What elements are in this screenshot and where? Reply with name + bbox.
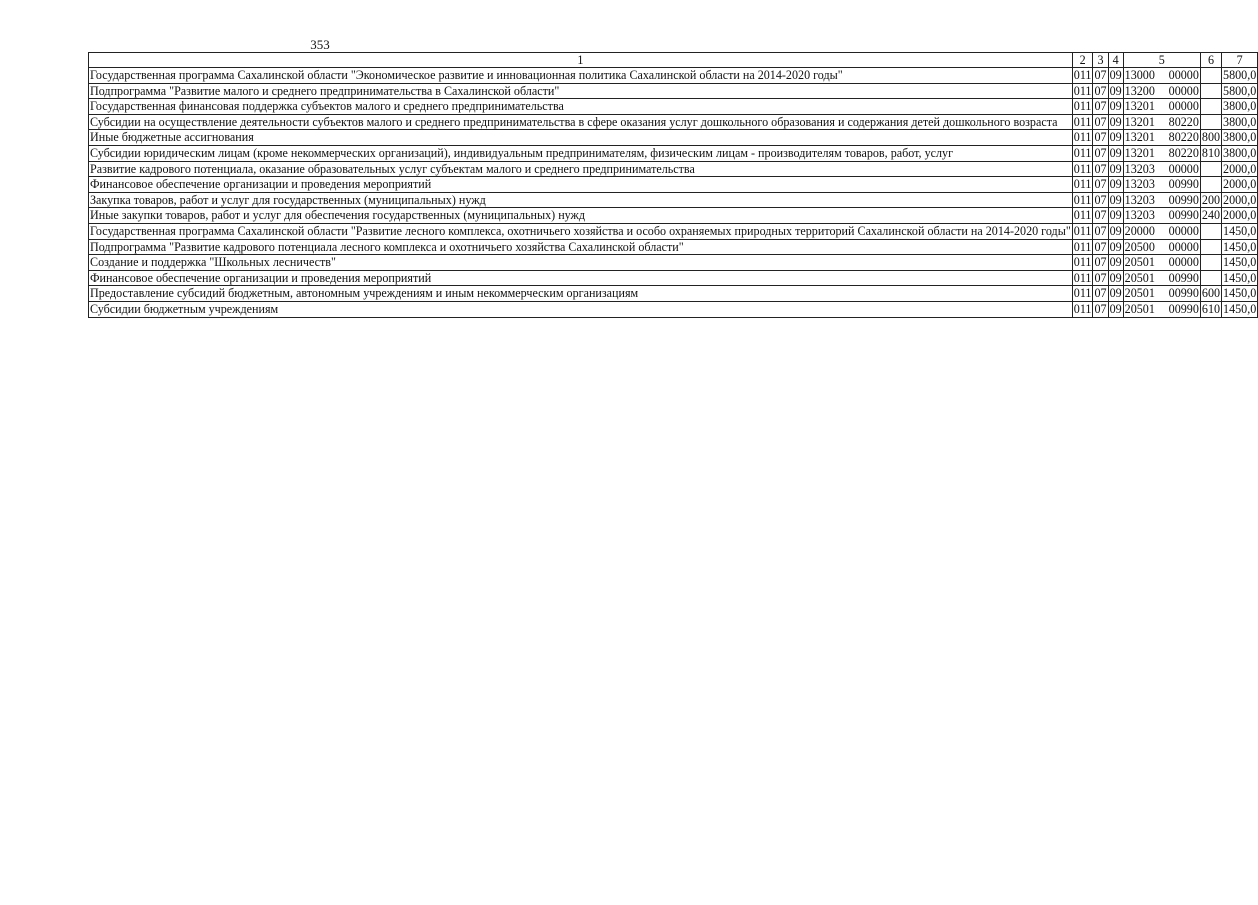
header-col-7: 7 bbox=[1222, 53, 1258, 68]
row-target-article bbox=[1123, 255, 1200, 271]
table-row bbox=[89, 114, 1258, 130]
row-subsection: 09 bbox=[1109, 239, 1122, 254]
row-name: Создание и поддержка "Школьных лесничеств" bbox=[89, 255, 1073, 271]
row-expense-type: 200 bbox=[1201, 192, 1221, 207]
row-target-article bbox=[1123, 208, 1200, 224]
target-article-program: 13200 bbox=[1124, 83, 1155, 98]
table-row bbox=[89, 130, 1258, 146]
row-expense-type bbox=[1200, 177, 1221, 193]
row-expense-type: 810 bbox=[1201, 145, 1221, 160]
target-article-direction: 00990 bbox=[1168, 301, 1199, 316]
row-name: Иные бюджетные ассигнования bbox=[89, 130, 1073, 146]
row-amount: 2000,0 bbox=[1223, 177, 1257, 192]
target-article-program: 13201 bbox=[1124, 99, 1155, 114]
row-subsection: 09 bbox=[1109, 223, 1122, 238]
row-expense-type bbox=[1200, 68, 1221, 84]
row-ministry-code: 011 bbox=[1073, 270, 1092, 285]
target-article-program: 20501 bbox=[1124, 301, 1155, 316]
row-subsection: 09 bbox=[1109, 270, 1122, 285]
target-article-program: 13203 bbox=[1124, 161, 1155, 176]
row-target-article bbox=[1123, 68, 1200, 84]
row-subsection: 09 bbox=[1109, 301, 1122, 316]
page-number: 353 bbox=[310, 37, 330, 52]
row-subsection: 09 bbox=[1109, 255, 1122, 270]
table-row bbox=[89, 208, 1258, 224]
row-target-article bbox=[1123, 130, 1200, 146]
target-article-program: 13203 bbox=[1124, 208, 1155, 223]
row-amount: 1450,0 bbox=[1223, 223, 1257, 238]
row-section: 07 bbox=[1094, 301, 1107, 316]
row-target-article bbox=[1123, 239, 1200, 255]
row-amount: 2000,0 bbox=[1223, 208, 1257, 223]
target-article-direction: 80220 bbox=[1168, 114, 1199, 129]
target-article-program: 20501 bbox=[1124, 270, 1155, 285]
row-section: 07 bbox=[1094, 239, 1107, 254]
row-name: Развитие кадрового потенциала, оказание образовательных услуг субъектам малого и среднего предпринимательства bbox=[89, 161, 1073, 177]
table-row bbox=[89, 192, 1258, 208]
row-expense-type bbox=[1200, 255, 1221, 271]
row-target-article bbox=[1123, 161, 1200, 177]
row-ministry-code: 011 bbox=[1073, 301, 1092, 316]
row-subsection: 09 bbox=[1109, 208, 1122, 223]
row-subsection: 09 bbox=[1109, 177, 1122, 192]
target-article-direction: 00000 bbox=[1168, 223, 1199, 238]
row-target-article bbox=[1123, 177, 1200, 193]
row-name: Подпрограмма "Развитие малого и среднего предпринимательства в Сахалинской области" bbox=[89, 83, 1073, 99]
row-amount: 5800,0 bbox=[1223, 83, 1257, 98]
row-section: 07 bbox=[1094, 161, 1107, 176]
row-expense-type bbox=[1200, 223, 1221, 239]
target-article-direction: 00990 bbox=[1168, 177, 1199, 192]
row-expense-type bbox=[1200, 99, 1221, 115]
target-article-program: 13203 bbox=[1124, 177, 1155, 192]
row-name: Субсидии на осуществление деятельности субъектов малого и среднего предпринимательства в сфере оказания услуг дошкольного образования и содержания детей дошкольного возраста bbox=[89, 114, 1073, 130]
row-expense-type: 800 bbox=[1201, 130, 1221, 145]
row-subsection: 09 bbox=[1109, 130, 1122, 145]
row-amount: 1450,0 bbox=[1223, 270, 1257, 285]
table-row bbox=[89, 255, 1258, 271]
table-header bbox=[89, 53, 1258, 68]
target-article-program: 13203 bbox=[1124, 192, 1155, 207]
row-ministry-code: 011 bbox=[1073, 68, 1092, 82]
row-expense-type: 240 bbox=[1201, 208, 1221, 223]
header-col-6: 6 bbox=[1200, 53, 1221, 68]
table-row bbox=[89, 68, 1258, 84]
target-article-program: 20501 bbox=[1124, 286, 1155, 301]
row-ministry-code: 011 bbox=[1073, 83, 1092, 98]
row-name: Государственная финансовая поддержка субъектов малого и среднего предпринимательства bbox=[89, 99, 1073, 115]
header-col-1: 1 bbox=[89, 53, 1073, 68]
target-article-direction: 80220 bbox=[1168, 130, 1199, 145]
row-expense-type bbox=[1200, 83, 1221, 99]
row-subsection: 09 bbox=[1109, 145, 1122, 160]
target-article-direction: 00000 bbox=[1168, 255, 1199, 270]
row-section: 07 bbox=[1094, 99, 1107, 114]
row-name: Финансовое обеспечение организации и проведения мероприятий bbox=[89, 270, 1073, 286]
row-ministry-code: 011 bbox=[1073, 208, 1092, 223]
target-article-program: 13201 bbox=[1124, 114, 1155, 129]
row-target-article bbox=[1123, 192, 1200, 208]
row-expense-type bbox=[1200, 239, 1221, 255]
table-row bbox=[89, 286, 1258, 302]
target-article-direction: 80220 bbox=[1168, 145, 1199, 160]
target-article-program: 13201 bbox=[1124, 145, 1155, 160]
row-target-article bbox=[1123, 270, 1200, 286]
row-ministry-code: 011 bbox=[1073, 223, 1092, 238]
row-ministry-code: 011 bbox=[1073, 239, 1092, 254]
row-ministry-code: 011 bbox=[1073, 99, 1092, 114]
row-name: Государственная программа Сахалинской области "Экономическое развитие и инновационная политика Сахалинской области на 2014-2020 годы" bbox=[89, 68, 1073, 84]
row-amount: 2000,0 bbox=[1223, 161, 1257, 176]
row-section: 07 bbox=[1094, 68, 1107, 82]
target-article-program: 20500 bbox=[1124, 239, 1155, 254]
row-section: 07 bbox=[1094, 286, 1107, 301]
row-subsection: 09 bbox=[1109, 286, 1122, 301]
row-ministry-code: 011 bbox=[1073, 286, 1092, 301]
row-section: 07 bbox=[1094, 130, 1107, 145]
row-subsection: 09 bbox=[1109, 161, 1122, 176]
row-expense-type bbox=[1200, 161, 1221, 177]
row-name: Финансовое обеспечение организации и проведения мероприятий bbox=[89, 177, 1073, 193]
row-subsection: 09 bbox=[1109, 68, 1122, 82]
row-amount: 5800,0 bbox=[1223, 68, 1257, 82]
row-amount: 3800,0 bbox=[1223, 99, 1257, 114]
header-row bbox=[89, 53, 1258, 68]
table-row bbox=[89, 177, 1258, 193]
row-expense-type bbox=[1200, 270, 1221, 286]
table-body bbox=[89, 68, 1258, 318]
row-name: Иные закупки товаров, работ и услуг для обеспечения государственных (муниципальных) нужд bbox=[89, 208, 1073, 224]
row-section: 07 bbox=[1094, 208, 1107, 223]
table-row bbox=[89, 239, 1258, 255]
target-article-direction: 00000 bbox=[1168, 83, 1199, 98]
row-section: 07 bbox=[1094, 255, 1107, 270]
row-amount: 1450,0 bbox=[1223, 301, 1257, 316]
row-ministry-code: 011 bbox=[1073, 255, 1092, 270]
table-row bbox=[89, 145, 1258, 161]
row-section: 07 bbox=[1094, 177, 1107, 192]
row-ministry-code: 011 bbox=[1073, 130, 1092, 145]
row-section: 07 bbox=[1094, 83, 1107, 98]
row-target-article bbox=[1123, 223, 1200, 239]
target-article-direction: 00000 bbox=[1168, 239, 1199, 254]
row-section: 07 bbox=[1094, 145, 1107, 160]
row-name: Субсидии юридическим лицам (кроме некоммерческих организаций), индивидуальным предпринимателям, физическим лицам - производителям товаров, работ, услуг bbox=[89, 145, 1073, 161]
row-subsection: 09 bbox=[1109, 99, 1122, 114]
target-article-direction: 00990 bbox=[1168, 270, 1199, 285]
row-amount: 3800,0 bbox=[1223, 114, 1257, 129]
row-target-article bbox=[1123, 99, 1200, 115]
table-row bbox=[89, 161, 1258, 177]
table-row bbox=[89, 301, 1258, 317]
target-article-direction: 00990 bbox=[1168, 286, 1199, 301]
header-col-5: 5 bbox=[1123, 53, 1200, 68]
row-amount: 2000,0 bbox=[1223, 192, 1257, 207]
target-article-direction: 00000 bbox=[1168, 161, 1199, 176]
table-row bbox=[89, 99, 1258, 115]
row-section: 07 bbox=[1094, 192, 1107, 207]
header-col-4: 4 bbox=[1108, 53, 1123, 68]
target-article-direction: 00990 bbox=[1168, 192, 1199, 207]
row-ministry-code: 011 bbox=[1073, 145, 1092, 160]
row-target-article bbox=[1123, 114, 1200, 130]
table-row bbox=[89, 270, 1258, 286]
row-name: Государственная программа Сахалинской области "Развитие лесного комплекса, охотничьего хозяйства и особо охраняемых природных территорий Сахалинской области на 2014-2020 годы" bbox=[90, 223, 1071, 238]
header-col-3: 3 bbox=[1093, 53, 1108, 68]
row-ministry-code: 011 bbox=[1073, 161, 1092, 176]
row-amount: 1450,0 bbox=[1223, 255, 1257, 270]
target-article-program: 20501 bbox=[1124, 255, 1155, 270]
row-ministry-code: 011 bbox=[1073, 114, 1092, 129]
target-article-direction: 00990 bbox=[1168, 208, 1199, 223]
row-expense-type bbox=[1200, 114, 1221, 130]
row-section: 07 bbox=[1094, 114, 1107, 129]
row-ministry-code: 011 bbox=[1073, 192, 1092, 207]
target-article-direction: 00000 bbox=[1168, 68, 1199, 82]
row-amount: 1450,0 bbox=[1223, 239, 1257, 254]
row-section: 07 bbox=[1094, 223, 1107, 238]
row-amount: 3800,0 bbox=[1223, 130, 1257, 145]
header-col-2: 2 bbox=[1072, 53, 1093, 68]
table-row bbox=[89, 83, 1258, 99]
row-expense-type: 610 bbox=[1201, 301, 1221, 316]
row-subsection: 09 bbox=[1109, 83, 1122, 98]
target-article-direction: 00000 bbox=[1168, 99, 1199, 114]
row-name: Закупка товаров, работ и услуг для государственных (муниципальных) нужд bbox=[89, 192, 1073, 208]
row-target-article bbox=[1123, 83, 1200, 99]
budget-table bbox=[88, 52, 1258, 318]
target-article-program: 13201 bbox=[1124, 130, 1155, 145]
table-row bbox=[89, 223, 1258, 239]
row-name: Подпрограмма "Развитие кадрового потенциала лесного комплекса и охотничьего хозяйства Сахалинской области" bbox=[89, 239, 1073, 255]
row-ministry-code: 011 bbox=[1073, 177, 1092, 192]
row-section: 07 bbox=[1094, 270, 1107, 285]
row-amount: 1450,0 bbox=[1223, 286, 1257, 301]
row-subsection: 09 bbox=[1109, 192, 1122, 207]
row-amount: 3800,0 bbox=[1223, 145, 1257, 160]
target-article-program: 13000 bbox=[1124, 68, 1155, 82]
row-name: Субсидии бюджетным учреждениям bbox=[89, 301, 1073, 317]
row-target-article bbox=[1123, 145, 1200, 161]
row-expense-type: 600 bbox=[1201, 286, 1221, 301]
target-article-program: 20000 bbox=[1124, 223, 1155, 238]
row-target-article bbox=[1123, 286, 1200, 302]
row-subsection: 09 bbox=[1109, 114, 1122, 129]
row-name: Предоставление субсидий бюджетным, автономным учреждениям и иным некоммерческим организациям bbox=[89, 286, 1073, 302]
row-target-article bbox=[1123, 301, 1200, 317]
